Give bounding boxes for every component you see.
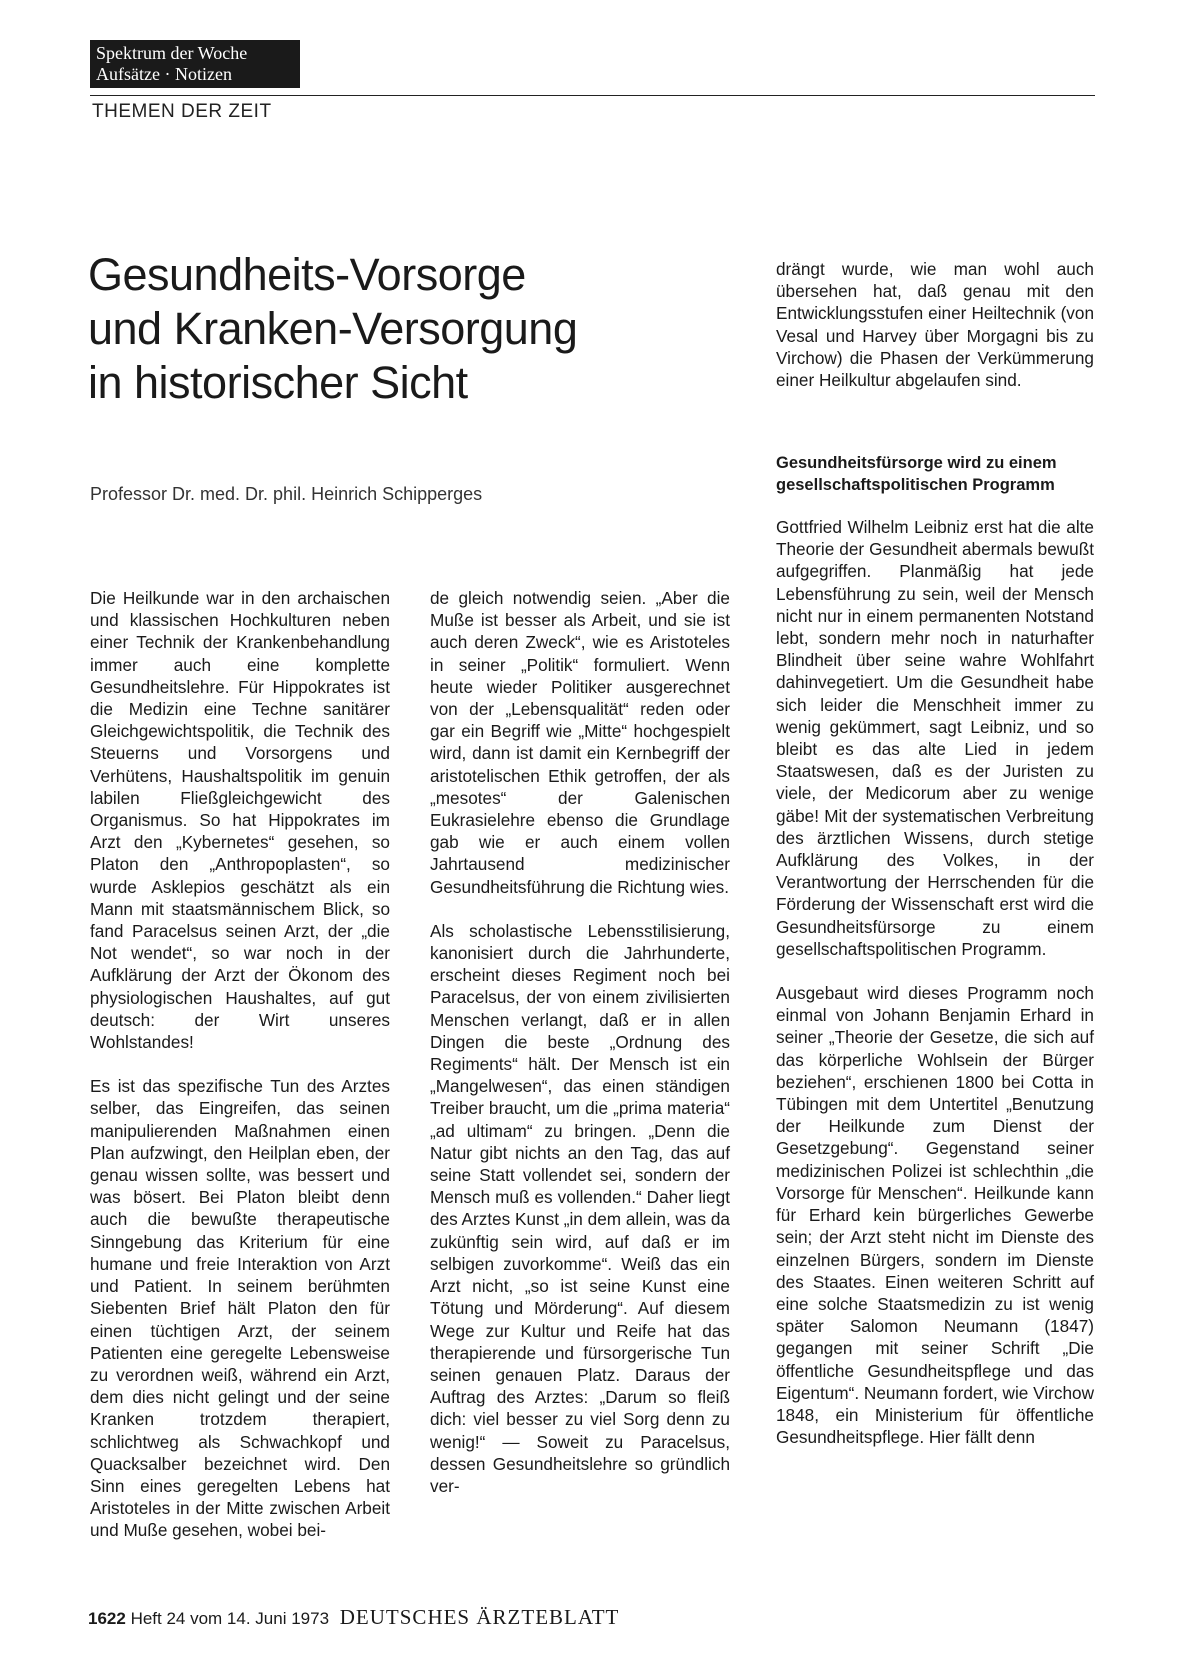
paragraph: de gleich notwendig seien. „Aber die Muße ist besser als Arbeit, und sie ist auch deren Zweck“, wie es Aristoteles in seiner „Politik“ formuliert. Wenn heute wieder Politiker ausgerechnet von der „Lebensqualität“ reden oder gar ein Begriff wie „Mitte“ hochgespielt wird, dann ist damit ein Kernbegriff der aristotelischen Ethik getroffen, der als „mesotes“ der Galenischen Eukrasielehre ebenso die Grundlage gab wie er auch einem vollen Jahrtausend medizinischer Gesundheitsführung die Richtung wies.	[430, 588, 730, 897]
column-2	[430, 587, 730, 1519]
paragraph: drängt wurde, wie man wohl auch übersehen hat, daß genau mit den Entwicklungsstufen einer Heiltechnik (von Vesal und Harvey über Morgagni bis zu Virchow) die Phasen der Verkümmerung einer Heilkultur abgelaufen sind.	[776, 259, 1094, 391]
column-3	[776, 516, 1094, 1470]
title-line-3: in historischer Sicht	[88, 357, 468, 408]
issue-info: Heft 24 vom 14. Juni 1973	[130, 1609, 330, 1628]
section-subheading: Gesundheitsfürsorge wird zu einem gesellschaftspolitischen Programm	[776, 454, 1057, 494]
paragraph: Ausgebaut wird dieses Programm noch einmal von Johann Benjamin Erhard in seiner „Theorie der Gesetze, die sich auf das körperliche Wohlsein der Bürger beziehen“, erschienen 1800 bei Cotta in Tübingen mit dem Untertitel „Benutzung der Heilkunde zum Dienst der Gesetzgebung“. Gegenstand seiner medizinischen Polizei ist schlechthin „die Vorsorge für Menschen“. Heilkunde kann für Erhard kein bürgerliches Gewerbe sein; der Arzt steht nicht im Dienste des einzelnen Bürgers, sondern im Dienste des Staates. Einen weiteren Schritt auf eine solche Staatsmedizin zu ist wenig später Salomon Neumann (1847) gegangen mit seiner Schrift „Die öffentliche Gesundheitspflege und das Eigentum“. Neumann fordert, wie Virchow 1848, ein Ministerium für öffentliche Gesundheitspflege. Hier fällt denn	[776, 983, 1094, 1448]
title-line-1: Gesundheits-Vorsorge	[88, 249, 526, 300]
page-number: 1622	[88, 1609, 126, 1628]
header-rule	[90, 95, 1095, 96]
section-label: THEMEN DER ZEIT	[92, 101, 272, 122]
paragraph: Die Heilkunde war in den archaischen und klassischen Hochkulturen neben einer Technik der Krankenbehandlung immer auch eine komplette Gesundheitslehre. Für Hippokrates ist die Medizin eine Techne sanitärer Gleichgewichtspolitik, die Technik des Steuerns und Vorsorgens und Verhütens, Haushaltspolitik im genuin labilen Fließgleichgewicht des Organismus. So hat Hippokrates im Arzt den „Kybernetes“ gesehen, so Platon den „Anthropoplasten“, so wurde Asklepios geschätzt als ein Mann mit staatsmännischem Blick, so fand Paracelsus seinen Arzt, der „die Not wendet“, so war noch in der Aufklärung der Arzt der Ökonom des physiologischen Haushaltes, auf gut deutsch: der Wirt unseres Wohlstandes!	[90, 588, 390, 1053]
column-1	[90, 587, 390, 1564]
author-byline: Professor Dr. med. Dr. phil. Heinrich Schipperges	[90, 484, 483, 504]
section-badge	[90, 40, 300, 88]
magazine-name: DEUTSCHES ÄRZTEBLATT	[339, 1605, 620, 1629]
paragraph: Als scholastische Lebensstilisierung, kanonisiert durch die Jahrhunderte, erscheint dieses Regiment noch bei Paracelsus, der von einem zivilisierten Menschen verlangt, daß er in allen Dingen die beste „Ordnung des Regiments“ hält. Der Mensch ist ein „Mangelwesen“, das einen ständigen Treiber braucht, um die „prima materia“ „ad ultimam“ zu bringen. „Denn die Natur gibt nichts an den Tag, das auf seine Statt vollendet sei, sondern der Mensch muß es vollenden.“ Daher liegt des Arztes Kunst „in dem allein, was da zukünftig sein wird, auf daß er im selbigen zuvorkomme“. Weiß das ein Arzt nicht, „so ist seine Kunst eine Tötung und Mörderung“. Auf diesem Wege zur Kultur und Reife hat das therapierende und fürsorgerische Tun seinen genauen Platz. Daraus der Auftrag des Arztes: „Darum so fleiß dich: viel besser zu viel Sorg denn zu wenig!“ — Soweit zu Paracelsus, dessen Gesundheitslehre so gründlich ver-	[430, 920, 730, 1496]
title-line-2: und Kranken-Versorgung	[88, 303, 578, 354]
badge-line-2: Aufsätze · Notizen	[96, 64, 232, 84]
paragraph: Es ist das spezifische Tun des Arztes selber, das Eingreifen, das seinen manipulierenden Maßnahmen einen Plan aufzwingt, den Heilplan eben, der genau wissen sollte, was bessert und was bösert. Bei Platon bleibt denn auch die bewußte therapeutische Sinngebung das Kriterium für eine humane und freie Interaktion von Arzt und Patient. In seinem berühmten Siebenten Brief hält Platon den für einen tüchtigen Arzt, der seinem Patienten eine geregelte Lebensweise zu verordnen weiß, während ein Arzt, dem dies nicht gelingt und der seine Kranken trotzdem therapiert, schlichtweg als Schwachkopf und Quacksalber bezeichnet wird. Den Sinn eines geregelten Lebens hat Aristoteles in der Mitte zwischen Arbeit und Muße gesehen, wobei bei-	[90, 1076, 390, 1541]
page-footer	[88, 1605, 619, 1630]
paragraph: Gottfried Wilhelm Leibniz erst hat die alte Theorie der Gesundheit abermals bewußt aufgegriffen. Planmäßig hat jede Lebensführung zu sein, weil der Mensch nicht nur in einem permanenten Notstand lebt, sondern mehr noch in naturhafter Blindheit über seine wahre Wohlfahrt dahinvegetiert. Um die Gesundheit habe sich leider die Menschheit immer zu wenig gekümmert, sagt Leibniz, und so bleibt es das alte Lied in jedem Staatswesen, daß es der Juristen zu viele, der Medicorum aber zu wenige gäbe! Mit der systematischen Verbreitung des ärztlichen Wissens, durch stetige Aufklärung des Volkes, in der Verantwortung der Herrschenden für die Förderung der Wissenschaft erst wird die Gesundheitsfürsorge zu einem gesellschaftspolitischen Programm.	[776, 517, 1094, 959]
column-3-intro	[776, 258, 1094, 413]
badge-line-1: Spektrum der Woche	[96, 43, 248, 63]
article-title	[88, 248, 668, 410]
